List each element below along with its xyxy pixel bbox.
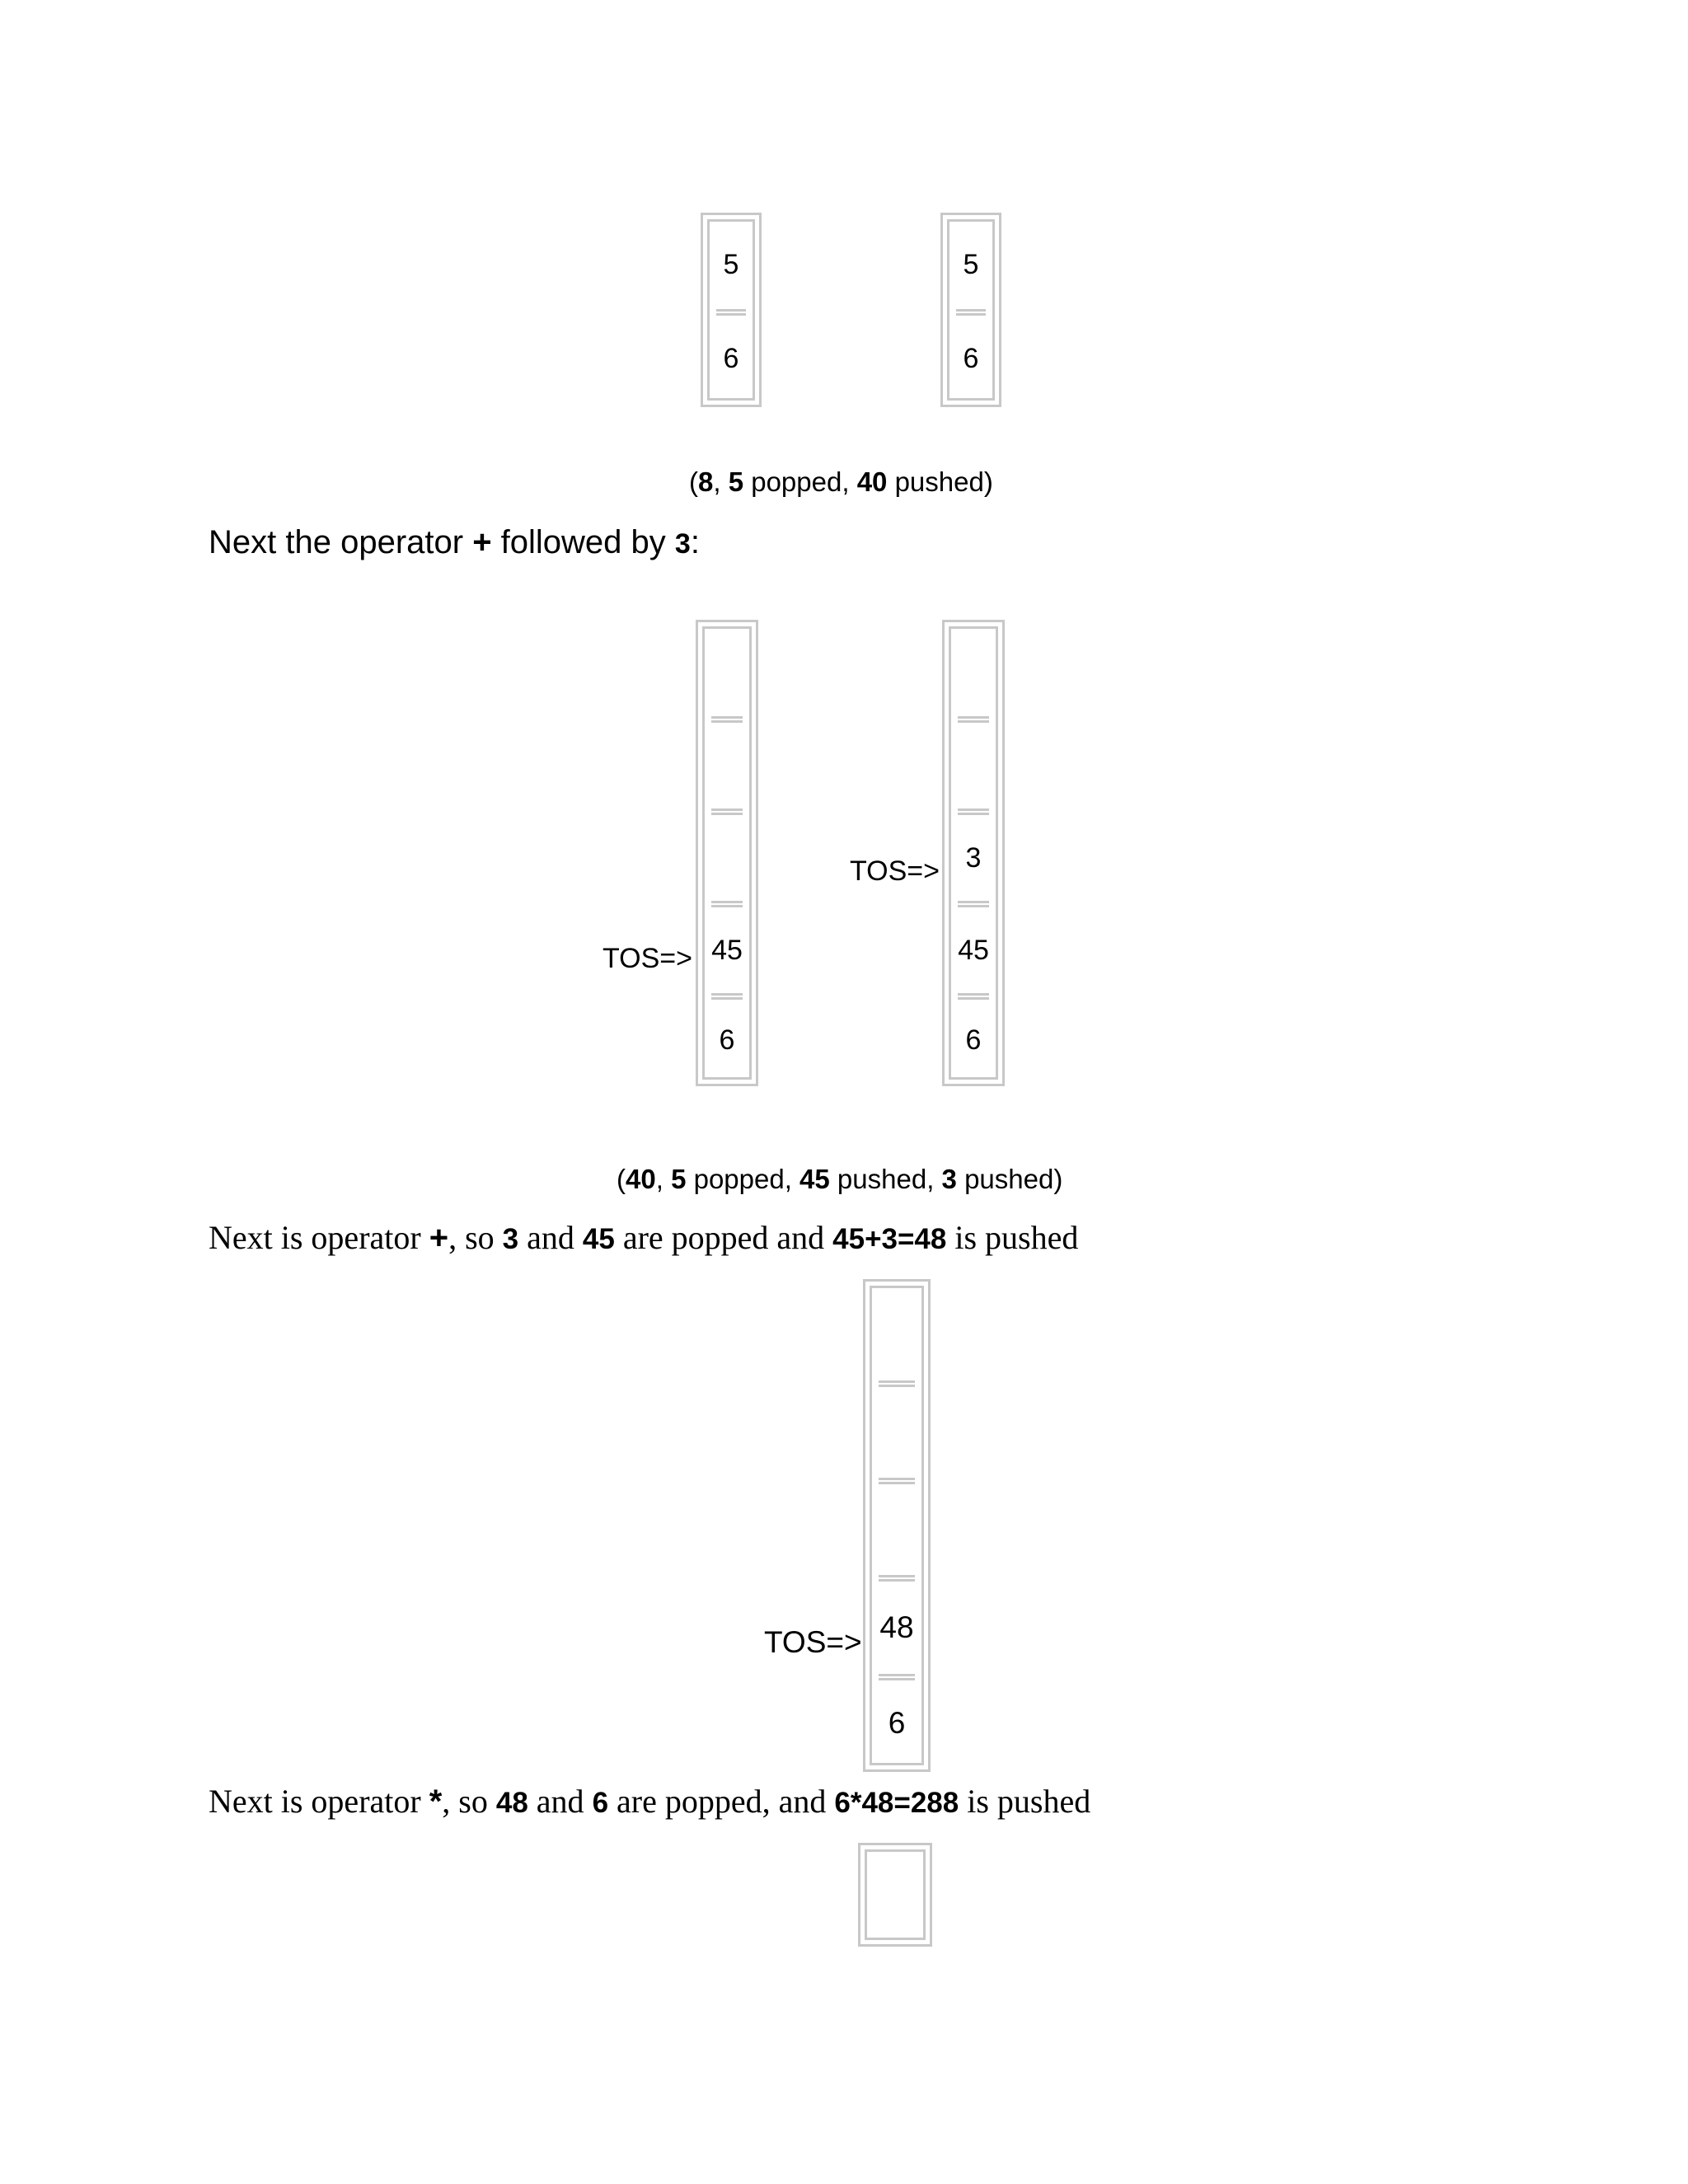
paragraph-multiply-operator: Next is operator *, so 48 and 6 are popped, and 6*48=288 is pushed (209, 1783, 1091, 1820)
stack-cell: 6 (723, 342, 739, 374)
stack-cell: 45 (958, 934, 989, 966)
cell-separator (958, 808, 989, 815)
stack-cell: 3 (965, 841, 982, 874)
stack-cell (951, 629, 996, 716)
stack-inner (947, 219, 995, 401)
stack-inner (865, 1849, 926, 1940)
cell-separator (956, 309, 986, 316)
cell-separator (716, 309, 746, 316)
cell-separator (958, 716, 989, 723)
stack-inner (870, 1286, 924, 1765)
tos-label: TOS=> (764, 1625, 862, 1659)
caption-s2: (40, 5 popped, 45 pushed, 3 pushed) (617, 1164, 1063, 1194)
cell-separator (958, 993, 989, 1000)
stack-s1-right (940, 213, 1001, 407)
cell-separator (958, 901, 989, 907)
stack-cell (705, 629, 749, 716)
cell-separator (879, 1575, 915, 1582)
stack-s1-left (701, 213, 762, 407)
stack-cell: 45 (711, 934, 743, 966)
stack-cell (872, 1387, 921, 1478)
stack-cell (705, 723, 749, 808)
stack-cell: 6 (965, 1024, 982, 1056)
heading-next-operator: Next the operator + followed by 3: (209, 524, 700, 560)
stack-cell: 6 (719, 1024, 735, 1056)
stack-cell: 5 (963, 249, 979, 280)
stack-inner (949, 626, 998, 1080)
stack-s2-left (696, 620, 758, 1086)
stack-cell (705, 815, 749, 901)
caption-s1: (8, 5 popped, 40 pushed) (689, 466, 993, 497)
stack-cell (872, 1288, 921, 1380)
stack-s3 (863, 1279, 931, 1772)
stack-cell (951, 723, 996, 808)
cell-separator (879, 1380, 915, 1387)
stack-cell: 48 (879, 1610, 914, 1644)
stack-inner (702, 626, 752, 1080)
cell-separator (711, 808, 743, 815)
tos-label: TOS=> (850, 855, 940, 887)
stack-cell: 6 (888, 1706, 906, 1740)
stack-cell (872, 1484, 921, 1575)
stack-cell: 6 (963, 342, 979, 374)
tos-label: TOS=> (603, 943, 692, 974)
cell-separator (879, 1674, 915, 1680)
cell-separator (711, 993, 743, 1000)
cell-separator (879, 1478, 915, 1484)
stack-s2-right (942, 620, 1005, 1086)
cell-separator (711, 716, 743, 723)
paragraph-plus-operator: Next is operator +, so 3 and 45 are popped and 45+3=48 is pushed (209, 1219, 1079, 1256)
stack-cell: 5 (723, 249, 739, 280)
stack-inner (707, 219, 755, 401)
cell-separator (711, 901, 743, 907)
stack-s4-partial (858, 1843, 932, 1947)
